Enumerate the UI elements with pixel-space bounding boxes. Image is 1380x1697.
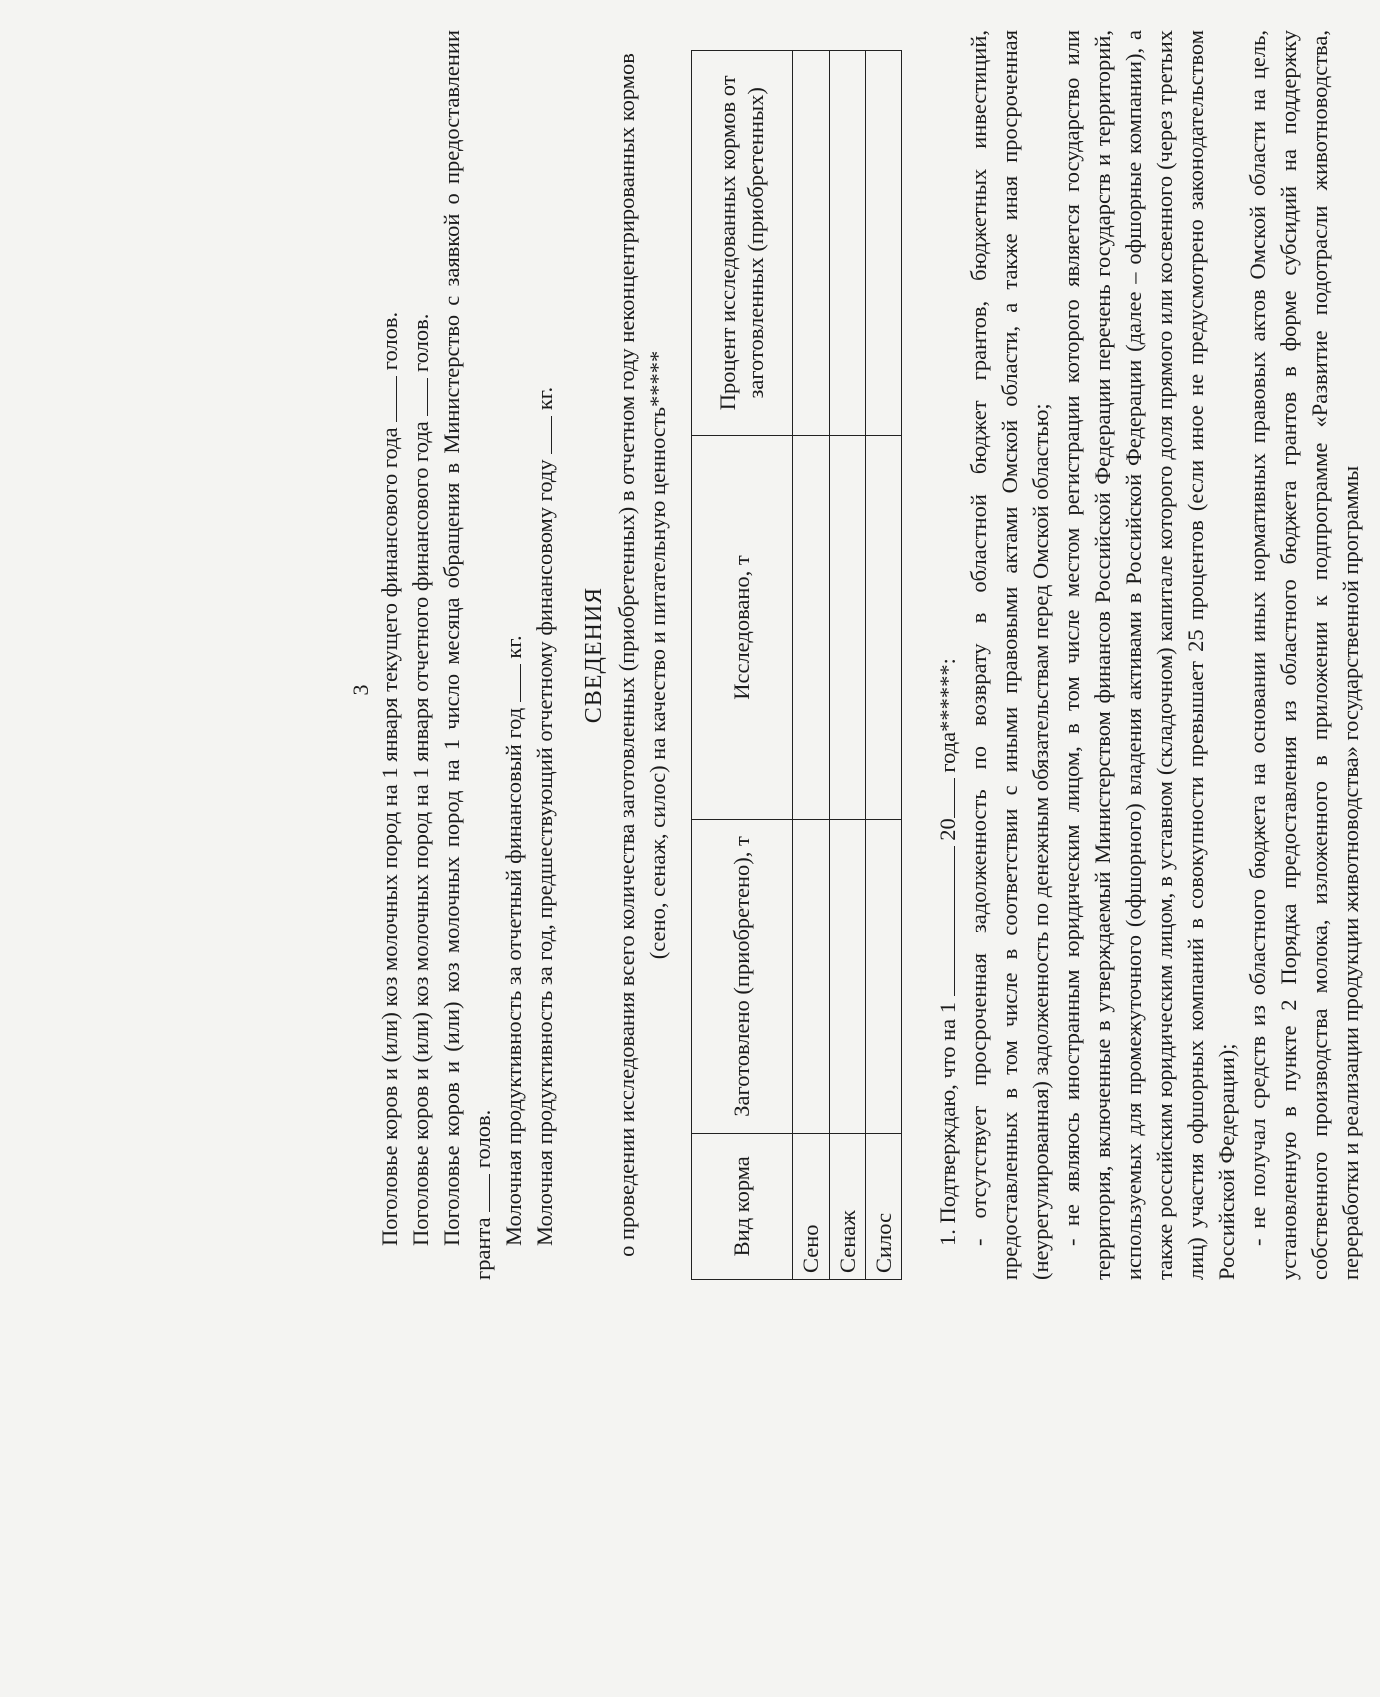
fill-blank[interactable]	[471, 1174, 490, 1212]
confirm-item-2: - не являюсь иностранным юридическим лицом, в том числе местом регистрации которого является государство или территория, включенные в утверждаемый Министерством финансов Российской Федерации перечень государств и территорий, используемых для промежуточного (офшорного) владения активами в Российской Федерации (далее – офшорные компании), а также российским юридическим лицом, в уставном (складочном) капитале которого доля прямого или косвенного (через третьих лиц) участия офшорных компаний в совокупности превышает 25 процентов (если иное не предусмотрено законодательством Российской Федерации);	[1058, 30, 1240, 1280]
fill-blank[interactable]	[936, 778, 955, 818]
table-cell[interactable]	[793, 51, 829, 436]
table-cell[interactable]	[793, 820, 829, 1133]
col-harvested: Заготовлено (приобретено), т	[692, 820, 793, 1133]
confirm-lead: 1. Подтверждаю, что на 1 20 года******:	[934, 658, 960, 1246]
col-researched: Исследовано, т	[692, 435, 793, 820]
table-cell[interactable]	[865, 435, 901, 820]
herd-line-2: Поголовье коров и (или) коз молочных пород на 1 января отчетного финансового года голов.	[408, 313, 434, 1246]
fill-blank[interactable]	[936, 846, 955, 996]
table-header-row	[692, 51, 793, 1280]
confirm-item-3: - не получал средств из областного бюджета на основании иных нормативных правовых актов Омской области на цель, установленную в пункте 2 Порядка предоставления из областного бюджета грантов в форме субсидий на поддержку собственного производства молока, изложенного в приложении к подпрограмме «Развитие подотрасли животноводства, переработки и реализации продукции животноводства» государственной программы	[1245, 30, 1364, 1280]
document-body	[374, 30, 1366, 1280]
feed-type-cell: Сенаж	[829, 1133, 865, 1279]
herd-line-1: Поголовье коров и (или) коз молочных пород на 1 января текущего финансового года голов.	[377, 311, 402, 1246]
feed-research-table	[691, 50, 901, 1280]
fill-blank[interactable]	[378, 376, 397, 422]
herd-line-3: Поголовье коров и (или) коз молочных пород на 1 число месяца обращения в Министерство с заявкой о предоставлении гранта голов.	[439, 30, 496, 1280]
table-cell[interactable]	[793, 435, 829, 820]
info-title: СВЕДЕНИЯ	[581, 586, 608, 724]
milk-line-2: Молочная продуктивность за год, предшествующий отчетному финансовому году кг.	[532, 386, 558, 1246]
table-cell[interactable]	[829, 820, 865, 1133]
col-feed-type: Вид корма	[692, 1133, 793, 1279]
fill-blank[interactable]	[409, 378, 428, 416]
document-page	[340, 0, 1380, 1470]
table-row	[865, 51, 901, 1280]
table-cell[interactable]	[865, 51, 901, 436]
page-number: 3	[348, 684, 373, 696]
table-row	[829, 51, 865, 1280]
table-cell[interactable]	[829, 435, 865, 820]
fill-blank[interactable]	[502, 664, 521, 702]
milk-line-1: Молочная продуктивность за отчетный финансовый год кг.	[501, 635, 527, 1246]
fill-blank[interactable]	[533, 416, 552, 454]
confirm-item-1: - отсутствует просроченная задолженность по возврату в областной бюджет грантов, бюджетных инвестиций, предоставленных в том числе в соответствии с иными правовыми актами Омской области, а также иная просроченная (неурегулированная) задолженность по денежным обязательствам перед Омской областью;	[965, 30, 1053, 1280]
feed-type-cell: Силос	[865, 1133, 901, 1279]
table-cell[interactable]	[865, 820, 901, 1133]
table-cell[interactable]	[829, 51, 865, 436]
info-subtitle: о проведении исследования всего количества заготовленных (приобретенных) в отчетном году неконцентрированных кормов (сено, сенаж, силос) на качество и питательную ценность*****	[614, 53, 671, 1257]
table-row	[793, 51, 829, 1280]
col-percent: Процент исследованных кормов от заготовленных (приобретенных)	[692, 51, 793, 436]
feed-type-cell: Сено	[793, 1133, 829, 1279]
